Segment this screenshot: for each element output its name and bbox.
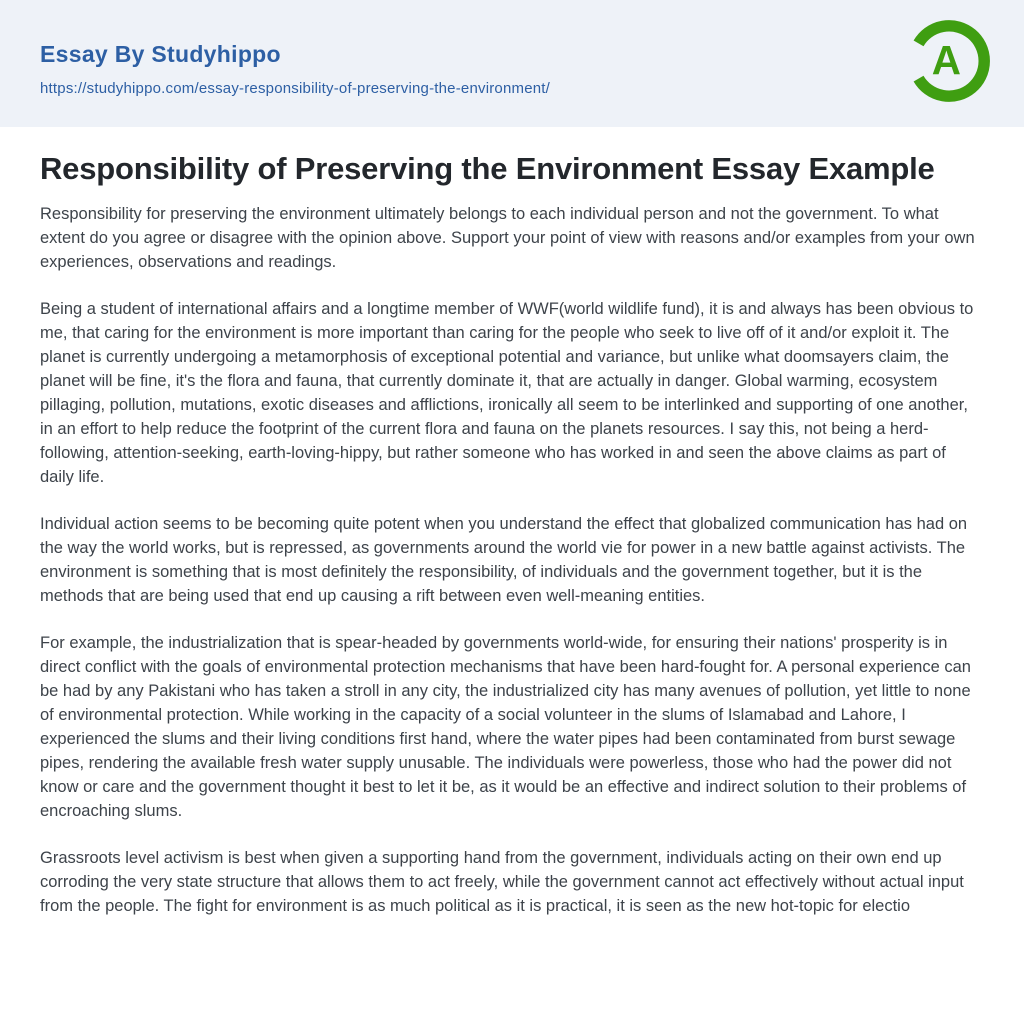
article-paragraph: Being a student of international affairs and a longtime member of WWF(world wildlife fund), it is and always has been obvious to me, that caring for the environment is more important than caring for the people who seek to live off of it and/or exploit it. The planet is currently undergoing a metamorphosis of exceptional potential and variance, but unlike what doomsayers claim, the planet will be fine, it's the flora and fauna, that currently dominate it, that are actually in danger. Global warming, ecosystem pillaging, pollution, mutations, exotic diseases and afflictions, ironically all seem to be interlinked and supporting of one another, in an effort to help reduce the footprint of the current flora and fauna on the planets resources. I say this, not being a herd-following, attention-seeking, earth-loving-hippy, but rather someone who has worked in and seen the above claims as part of daily life. xyxy=(40,300,974,486)
article-paragraph: Individual action seems to be becoming quite potent when you understand the effect that globalized communication has had on the way the world works, but is repressed, as governments around the world vie for power in a new battle against activists. The environment is something that is most definitely the responsibility, of individuals and the government together, but it is the methods that are being used that end up causing a rift between even well-meaning entities. xyxy=(40,515,968,605)
page-url-link[interactable]: https://studyhippo.com/essay-responsibility-of-preserving-the-environment/ xyxy=(40,80,551,98)
article-paragraph-prompt: Responsibility for preserving the environment ultimately belongs to each individual person and not the government. To what extent do you agree or disagree with the opinion above. Support your point of view with reasons and/or examples from your own experiences, observations and readings. xyxy=(40,205,975,271)
site-title: Essay By Studyhippo xyxy=(40,41,281,67)
article-content xyxy=(0,127,1024,918)
logo-letter: A xyxy=(931,37,961,84)
article-paragraph: For example, the industrialization that is spear-headed by governments world-wide, for ensuring their nations' prosperity is in direct conflict with the goals of environmental protection mechanisms that have been hard-fought for. A personal experience can be had by any Pakistani who has taken a stroll in any city, the industrialized city has many avenues of pollution, yet little to none of environmental protection. While working in the capacity of a social volunteer in the slums of Islamabad and Lahore, I experienced the slums and their living conditions first hand, where the water pipes had been contaminated from burst sewage pipes, rendering the available fresh water supply unusable. The individuals were powerless, those who had the power did not know or care and the government thought it best to let it be, as it would be an effective and indirect solution to their problems of encroaching slums. xyxy=(40,634,971,820)
page-header xyxy=(0,0,1024,127)
article-title: Responsibility of Preserving the Environment Essay Example xyxy=(40,151,935,186)
studyhippo-logo-icon xyxy=(905,17,993,105)
header-text-block xyxy=(40,42,984,98)
article-paragraph-truncated: Grassroots level activism is best when given a supporting hand from the government, individuals acting on their own end up corroding the very state structure that allows them to act freely, while the government cannot act effectively without actual input from the people. The fight for environment is as much political as it is practical, it is seen as the new hot-topic for electio xyxy=(40,849,964,915)
